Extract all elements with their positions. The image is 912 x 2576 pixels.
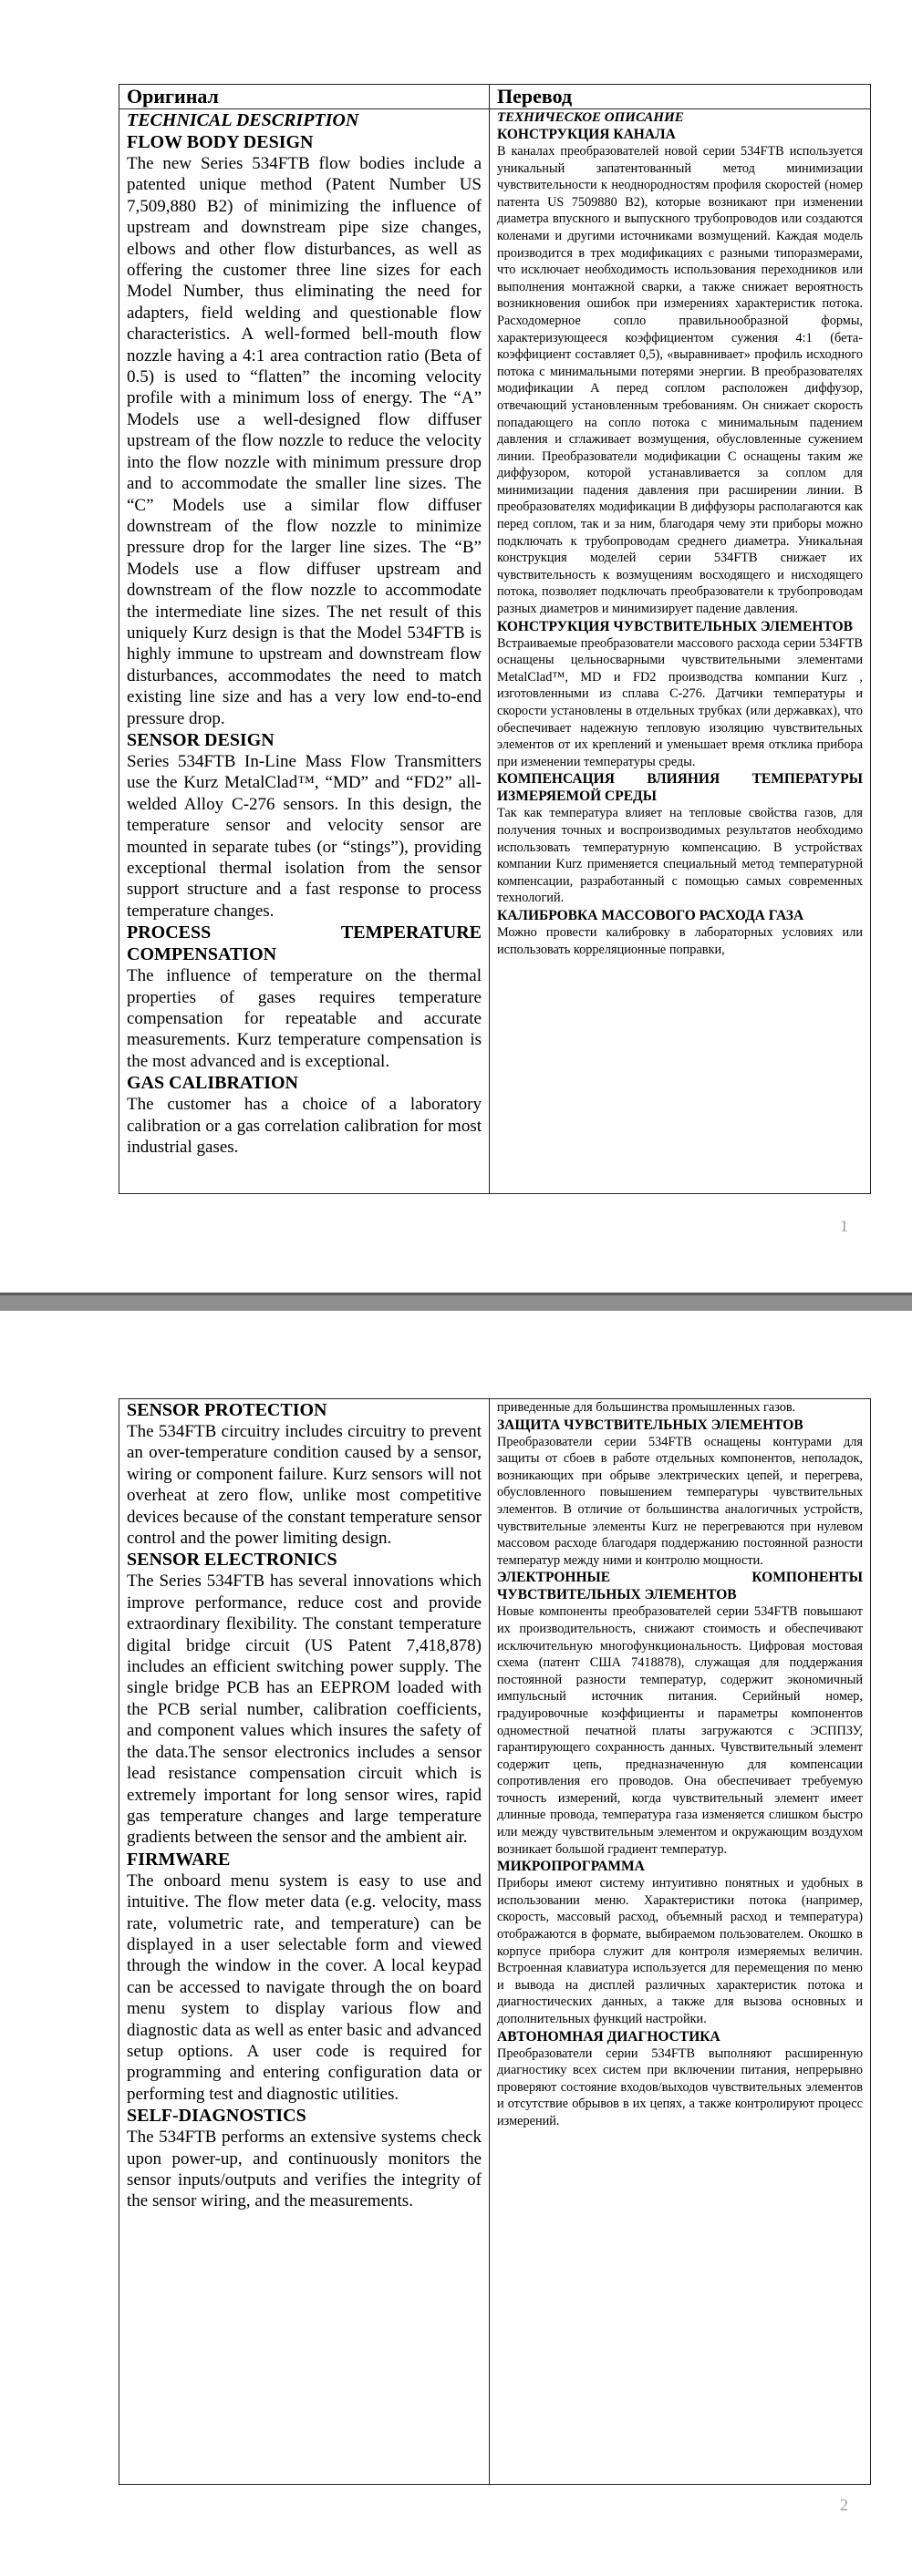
- ru-sensors-text: Встраиваемые преобразователи массового расхода серии 534FTB оснащены цельносварными чувствительными элементами MetalClad™, MD и FD2 производства компании Kurz , изготовленными из сплава С-276. Датчики температуры и скорости установлены в отдельных трубках (или державках), что обеспечивает надежную тепловую изоляцию чувствительных элементов от их креплений и уменьшает время отклика прибора при изменении температуры среды.: [497, 635, 863, 769]
- en-sensor-electronics-heading: SENSOR ELECTRONICS: [127, 1550, 337, 1571]
- en-self-diagnostics-text: The 534FTB performs an extensive systems check upon power-up, and continuously monitors the sensor inputs/outputs and verifies the integrity of the sensor wiring, and the measurements.: [127, 2128, 482, 2211]
- en-flow-body-heading: FLOW BODY DESIGN: [127, 132, 314, 152]
- bilingual-table-page-1: [119, 84, 871, 1194]
- russian-column-page-2: [490, 1399, 871, 2485]
- en-process-temperature-heading: PROCESS TEMPERATURE COMPENSATION: [127, 922, 482, 965]
- ru-compensation-text: Так как температура влияет на тепловые свойства газов, для получения точных и воспроизводимых результатов необходимо использовать температурную компенсацию. В устройствах компании Kurz применяется специальный метод температурной компенсации, разработанный с помощью самых современных технологий.: [497, 806, 863, 906]
- ru-sensors-heading: КОНСТРУКЦИЯ ЧУВСТВИТЕЛЬНЫХ ЭЛЕМЕНТОВ: [497, 618, 853, 634]
- document-page-2: [0, 1311, 912, 2576]
- ru-protection-heading: ЗАЩИТА ЧУВСТВИТЕЛЬНЫХ ЭЛЕМЕНТОВ: [497, 1417, 803, 1433]
- ru-electronics-heading: ЭЛЕКТРОННЫЕ КОМПОНЕНТЫ ЧУВСТВИТЕЛЬНЫХ ЭЛЕМЕНТОВ: [497, 1570, 863, 1603]
- en-sensor-electronics-text: The Series 534FTB has several innovations which improve performance, reduce cost and provide extraordinary flexibility. The constant temperature digital bridge circuit (US Patent 7,418,878) includes an efficient switching power supply. The single bridge PCB has an EEPROM loaded with the PCB serial number, calibration coefficients, and component values which insures the safety of the data.The sensor electronics includes a sensor lead resistance compensation circuit which is extremely important for long sensor wires, rapid gas temperature changes and large temperature gradients between the sensor and the ambient air.: [127, 1571, 482, 1848]
- en-sensor-design-heading: SENSOR DESIGN: [127, 729, 275, 750]
- ru-channel-text: В каналах преобразователей новой серии 534FTB используется уникальный запатентованный метод минимизации чувствительности к неоднородностям профиля скоростей (номер патента US 7509880 B2), которые возникают при изменении диаметра впускного и выпускного трубопроводов или создаются коленами и другими источниками возмущений. Каждая модель производится в трех модификациях с разными типоразмерами, что исключает необходимость использования переходников или выполнения монтажной сварки, а также снижает вероятность возникновения ошибок при измерениях характеристик потока. Расходомерное сопло правильнообразной формы, характеризующееся коэффициентом сужения 4:1 (бета-коэффициент составляет 0,5), «выравнивает» профиль исходного потока с минимальными потерями энергии. В преобразователях модификации А перед соплом расположен диффузор, отвечающий установленным требованиям. Он снижает скорость попадающего на сопло потока с минимальным падением давления и сглаживает возмущения, обусловленные сужением линии. Преобразователи модификации С оснащены таким же диффузором, которой устанавливается за соплом для минимизации падения давления при расширении линии. В преобразователях модификации В диффузоры располагаются как перед соплом, так и за ним, благодаря чему эти приборы можно подключать к трубопроводам среднего диаметра. Уникальная конструкция моделей серии 534FTB снижает их чувствительность к возмущениям восходящего и нисходящего потока, позволяет подключать преобразователи к трубопроводам разных диаметров и минимизирует падение давления.: [497, 144, 863, 617]
- en-process-temperature-text: The influence of temperature on the thermal properties of gases requires temperature compensation for repeatable and accurate measurements. Kurz temperature compensation is the most advanced and is exceptional.: [127, 966, 482, 1071]
- ru-firmware-heading: МИКРОПРОГРАММА: [497, 1859, 645, 1875]
- ru-channel-heading: КОНСТРУКЦИЯ КАНАЛА: [497, 127, 676, 142]
- en-self-diagnostics-heading: SELF-DIAGNOSTICS: [127, 2106, 306, 2127]
- en-flow-body-text: The new Series 534FTB flow bodies include a patented unique method (Patent Number US 7,509,880 B2) of minimizing the influence of upstream and downstream pipe size changes, elbows and other flow disturbances, as well as offering the customer three line sizes for each Model Number, thus eliminating the need for adapters, field welding and questionable flow characteristics. A well-formed bell-mouth flow nozzle having a 4:1 area contraction ratio (Beta of 0.5) is used to “flatten” the incoming velocity profile with a minimum loss of energy. The “A” Models use a well-designed flow diffuser upstream of the flow nozzle to reduce the velocity into the flow nozzle with minimum pressure drop and to accommodate the smaller line sizes. The “C” Models use a similar flow diffuser downstream of the flow nozzle to minimize pressure drop for the larger line sizes. The “B” Models use a flow diffuser upstream and downstream of the flow nozzle to accommodate the intermediate line sizes. The net result of this uniquely Kurz design is that the Model 534FTB is highly immune to upstream and downstream flow disturbances, accommodates the need to match existing line size and has a very low end-to-end pressure drop.: [127, 154, 482, 728]
- header-original: Оригинал: [119, 85, 490, 109]
- en-gas-calibration-heading: GAS CALIBRATION: [127, 1073, 298, 1094]
- russian-column-page-1: [490, 109, 871, 1194]
- ru-compensation-heading: КОМПЕНСАЦИЯ ВЛИЯНИЯ ТЕМПЕРАТУРЫ ИЗМЕРЯЕМОЙ СРЕДЫ: [497, 771, 863, 805]
- en-firmware-heading: FIRMWARE: [127, 1849, 231, 1870]
- en-sensor-protection-heading: SENSOR PROTECTION: [127, 1400, 327, 1420]
- ru-diagnostics-text: Преобразователи серии 534FTB выполняют расширенную диагностику всех систем при включении питания, непрерывно проверяют состояние входов/выходов чувствительных элементов и отсутствие обрывов в их цепях, а также контролируют процесс измерений.: [497, 2045, 863, 2128]
- en-technical-description-title: TECHNICAL DESCRIPTION: [127, 110, 359, 130]
- page-separator: [0, 1293, 912, 1311]
- ru-firmware-text: Приборы имеют систему интуитивно понятных и удобных в использовании меню. Характеристики потока (например, скорость, массовый расход, объемный расход и температура) отображаются в формате, выбираемом пользователем. Окошко в корпусе прибора служит для контроля измеряемых величин. Встроенная клавиатура используется для перемещения по меню и вывода на дисплей различных характеристик потока и диагностических данных, а также для вызова основных и дополнительных функций настройки.: [497, 1876, 863, 2026]
- ru-technical-description-title: ТЕХНИЧЕСКОЕ ОПИСАНИЕ: [497, 110, 684, 125]
- header-translation: Перевод: [490, 85, 871, 109]
- ru-calibration-text: Можно провести калибровку в лабораторных условиях или использовать корреляционные поправки,: [497, 924, 863, 957]
- english-column-page-1: [119, 109, 490, 1194]
- en-gas-calibration-text: The customer has a choice of a laboratory calibration or a gas correlation calibration for most industrial gases.: [127, 1095, 482, 1158]
- en-firmware-text: The onboard menu system is easy to use and intuitive. The flow meter data (e.g. velocity, mass rate, volumetric rate, and temperature) can be displayed in a user selectable form and viewed through the window in the cover. A local keypad can be accessed to navigate through the on board menu system to display various flow and diagnostic data as well as enter basic and advanced setup options. A user code is required for programming and entering configuration data or performing test and diagnostic utilities.: [127, 1870, 482, 2104]
- ru-protection-text: Преобразователи серии 534FTB оснащены контурами для защиты от сбоев в работе отдельных компонентов, неполадок, возникающих при обрыве электрических цепей, и перегрева, обусловленного повышением температуры чувствительных элементов. В отличие от большинства аналогичных устройств, чувствительные элементы Kurz не перегреваются при нулевом массовом расходе благодаря поддержанию постоянной разности температур между ними и контролю мощности.: [497, 1434, 863, 1568]
- ru-electronics-text: Новые компоненты преобразователей серии 534FTB повышают их производительность, снижают стоимость и обеспечивают исключительную многофункциональность. Цифровая мостовая схема (патент США 7418878), служащая для поддержания постоянной разности температур, содержит экономичный импульсный источник питания. Серийный номер, градуировочные коэффициенты и параметры компонентов одноместной печатной платы загружаются с ЭСППЗУ, гарантирующего сохранность данных. Чувствительный элемент содержит цепь, предназначенную для компенсации сопротивления его проводов. Она обеспечивает требуемую точность измерений, когда чувствительный элемент имеет длинные провода, температура газа изменяется слишком быстро или между чувствительным элементом и окружающим воздухом возникает большой градиент температур.: [497, 1604, 863, 1857]
- ru-calibration-heading: КАЛИБРОВКА МАССОВОГО РАСХОДА ГАЗА: [497, 907, 804, 923]
- ru-calibration-continued-text: приведенные для большинства промышленных газов.: [497, 1400, 796, 1415]
- page-number: 1: [840, 1217, 848, 1235]
- en-sensor-protection-text: The 534FTB circuitry includes circuitry to prevent an over-temperature condition caused by a sensor, wiring or component failure. Kurz sensors will not overheat at zero flow, unlike most competitive devices because of the constant temperature sensor control and the power limiting design.: [127, 1422, 482, 1549]
- bilingual-table-page-2: [119, 1398, 871, 2485]
- en-sensor-design-text: Series 534FTB In-Line Mass Flow Transmitters use the Kurz MetalClad™, “MD” and “FD2” all-welded Alloy C-276 sensors. In this design, the temperature sensor and velocity sensor are mounted in separate tubes (or “stings”), providing exceptional thermal isolation from the sensor support structure and a fast response to process temperature changes.: [127, 751, 482, 921]
- ru-diagnostics-heading: АВТОНОМНАЯ ДИАГНОСТИКА: [497, 2028, 720, 2045]
- english-column-page-2: [119, 1399, 490, 2485]
- page-number: 2: [840, 2496, 848, 2514]
